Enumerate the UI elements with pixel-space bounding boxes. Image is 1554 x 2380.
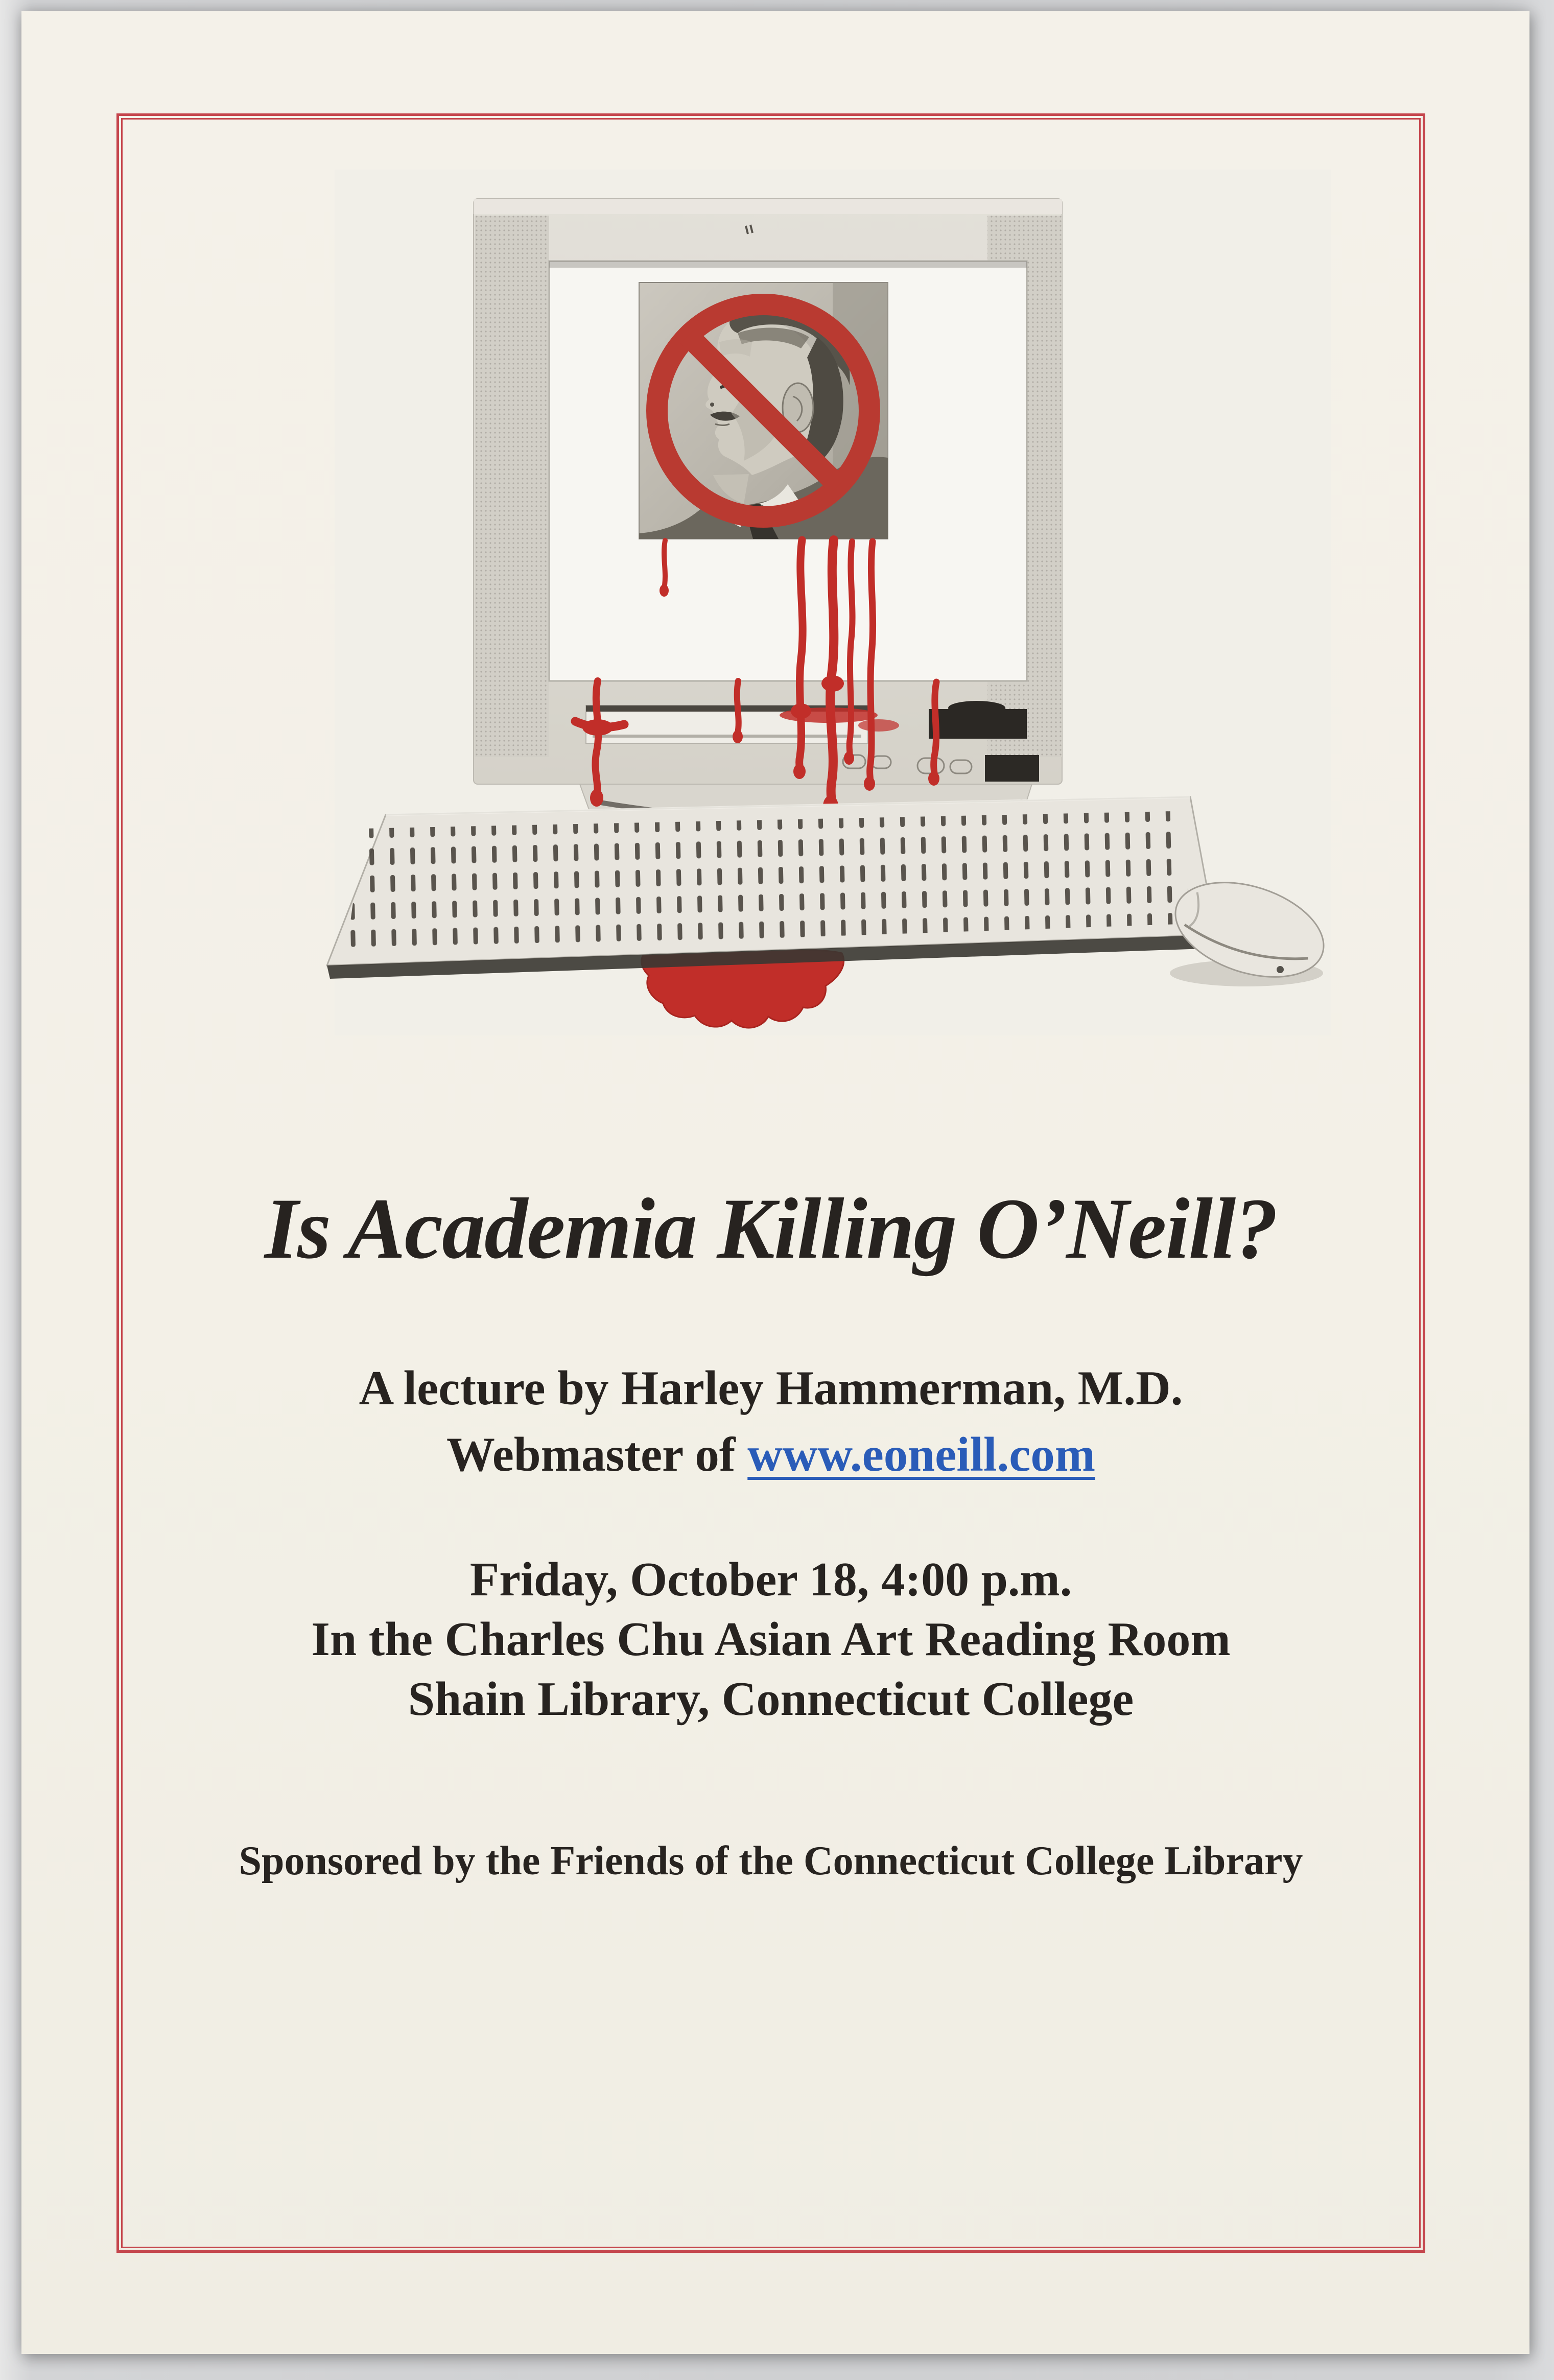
event-location-line: Shain Library, Connecticut College: [408, 1672, 1134, 1726]
event-details-block: [116, 1550, 1425, 1729]
eoneill-link[interactable]: www.eoneill.com: [747, 1427, 1095, 1481]
computer-collage: [286, 169, 1359, 1047]
lecture-by-line: A lecture by Harley Hammerman, M.D.: [359, 1361, 1183, 1415]
power-slot: [985, 755, 1039, 782]
keyboard: [327, 797, 1219, 979]
lecture-block: [116, 1355, 1425, 1488]
webmaster-line: [116, 1421, 1425, 1488]
poster-title: Is Academia Killing O’Neill?: [264, 1181, 1278, 1277]
poster-paper: [21, 11, 1529, 2354]
event-datetime-line: Friday, October 18, 4:00 p.m.: [469, 1553, 1072, 1606]
sponsor-line: Sponsored by the Friends of the Connecticut College Library: [239, 1839, 1303, 1883]
webmaster-prefix: Webmaster of: [446, 1427, 748, 1481]
event-room-line: In the Charles Chu Asian Art Reading Room: [311, 1613, 1231, 1666]
eugene-oneill-profile-photo: [639, 282, 888, 539]
